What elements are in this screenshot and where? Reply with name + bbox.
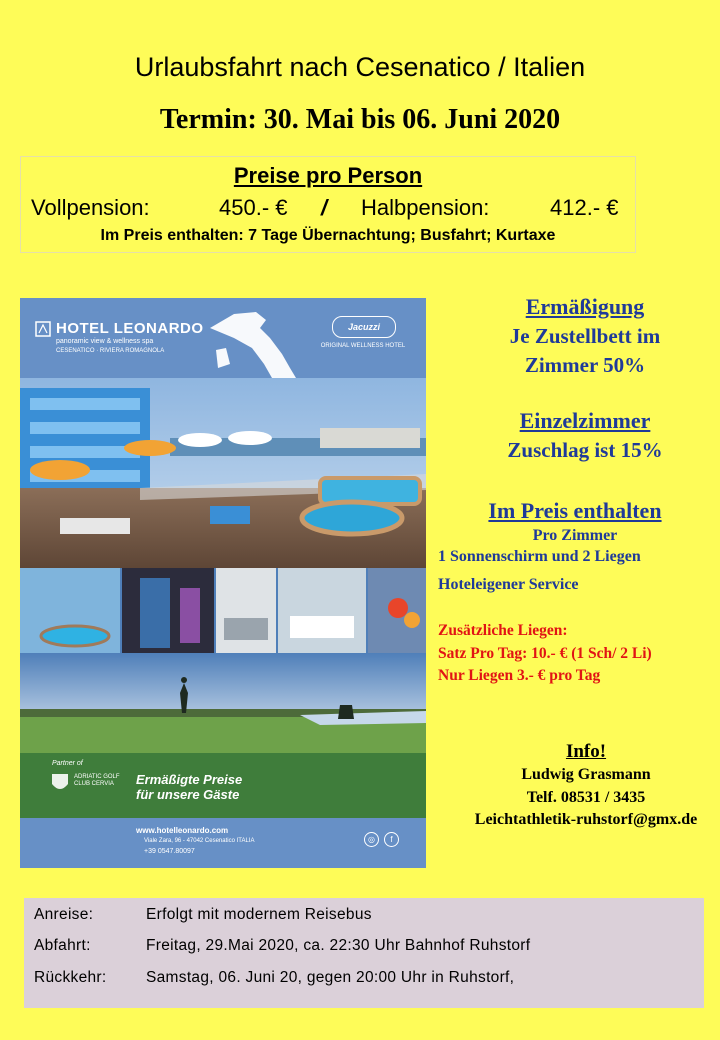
inclusive-line-2: 1 Sonnenschirm und 2 Liegen xyxy=(438,548,641,565)
einzelzimmer-line-1: Zuschlag ist 15% xyxy=(507,438,663,462)
halbpension-label: Halbpension: xyxy=(361,195,490,220)
return-value: Samstag, 06. Juni 20, gegen 20:00 Uhr in Ruhstorf, xyxy=(146,969,515,986)
inclusive-line-1: Pro Zimmer xyxy=(532,527,618,544)
halbpension-price: 412.- € xyxy=(550,195,619,220)
extra-loungers-line-2: Nur Liegen 3.- € pro Tag xyxy=(438,667,601,684)
vollpension-label: Vollpension: xyxy=(31,195,150,220)
golf-club-crest-icon xyxy=(50,772,70,794)
facebook-icon: f xyxy=(384,832,399,847)
slogan-line-2: für unsere Gäste xyxy=(136,787,240,802)
info-email[interactable]: Leichtathletik-ruhstorf@gmx.de xyxy=(474,811,698,828)
hotel-logo-icon xyxy=(34,320,52,338)
inclusive-line-3: Hoteleigener Service xyxy=(438,576,579,593)
price-included: Im Preis enthalten: 7 Tage Übernachtung; Busfahrt; Kurtaxe xyxy=(100,227,556,244)
departure-value: Freitag, 29.Mai 2020, ca. 22:30 Uhr Bahnhof Ruhstorf xyxy=(146,937,531,954)
arrival-label: Anreise: xyxy=(34,906,94,923)
ermaessigung-line-1: Je Zustellbett im xyxy=(509,324,661,348)
hotel-location: CESENATICO · RIVIERA ROMAGNOLA xyxy=(56,348,165,354)
partner-club: ADRIATIC GOLF CLUB CERVIA xyxy=(74,774,120,787)
partner-label: Partner of xyxy=(52,760,83,767)
extra-loungers-line-1: Satz Pro Tag: 10.- € (1 Sch/ 2 Li) xyxy=(438,645,652,662)
hotel-subtitle: panoramic view & wellness spa xyxy=(56,338,154,345)
ermaessigung-line-2: Zimmer 50% xyxy=(524,353,646,377)
info-heading: Info! xyxy=(565,741,607,762)
price-box xyxy=(20,156,636,253)
einzelzimmer-heading: Einzelzimmer xyxy=(519,408,651,433)
return-label: Rückkehr: xyxy=(34,969,107,986)
info-phone: Telf. 08531 / 3435 xyxy=(526,789,646,806)
hotel-interior-photos xyxy=(20,568,426,653)
info-name: Ludwig Grasmann xyxy=(521,766,651,783)
jacuzzi-logo: Jacuzzi xyxy=(332,316,396,338)
brochure-website: www.hotelleonardo.com xyxy=(136,826,229,835)
slogan-line-1: Ermäßigte Preise xyxy=(136,772,243,787)
extra-loungers-heading: Zusätzliche Liegen: xyxy=(438,622,568,639)
hotel-terrace-photo xyxy=(20,378,426,568)
date-line: Termin: 30. Mai bis 06. Juni 2020 xyxy=(159,104,561,135)
hotel-name: HOTEL LEONARDO xyxy=(56,320,204,337)
jacuzzi-subtitle: ORIGINAL WELLNESS HOTEL xyxy=(320,343,406,349)
vollpension-price: 450.- € xyxy=(219,195,288,220)
brochure-phone: +39 0547.80097 xyxy=(144,848,195,855)
page-title: Urlaubsfahrt nach Cesenatico / Italien xyxy=(134,52,586,82)
brochure-address: Viale Zara, 96 - 47042 Cesenatico ITALIA xyxy=(144,838,255,844)
travel-info-box xyxy=(24,898,704,1008)
arrival-value: Erfolgt mit modernem Reisebus xyxy=(146,906,372,923)
inclusive-heading: Im Preis enthalten xyxy=(488,498,662,523)
instagram-icon: ◎ xyxy=(364,832,379,847)
hotel-brochure-image xyxy=(20,298,426,868)
golf-slogan xyxy=(136,772,242,802)
price-heading: Preise pro Person xyxy=(233,163,423,188)
price-separator: / xyxy=(321,195,328,220)
ermaessigung-heading: Ermäßigung xyxy=(525,294,645,319)
departure-label: Abfahrt: xyxy=(34,937,91,954)
